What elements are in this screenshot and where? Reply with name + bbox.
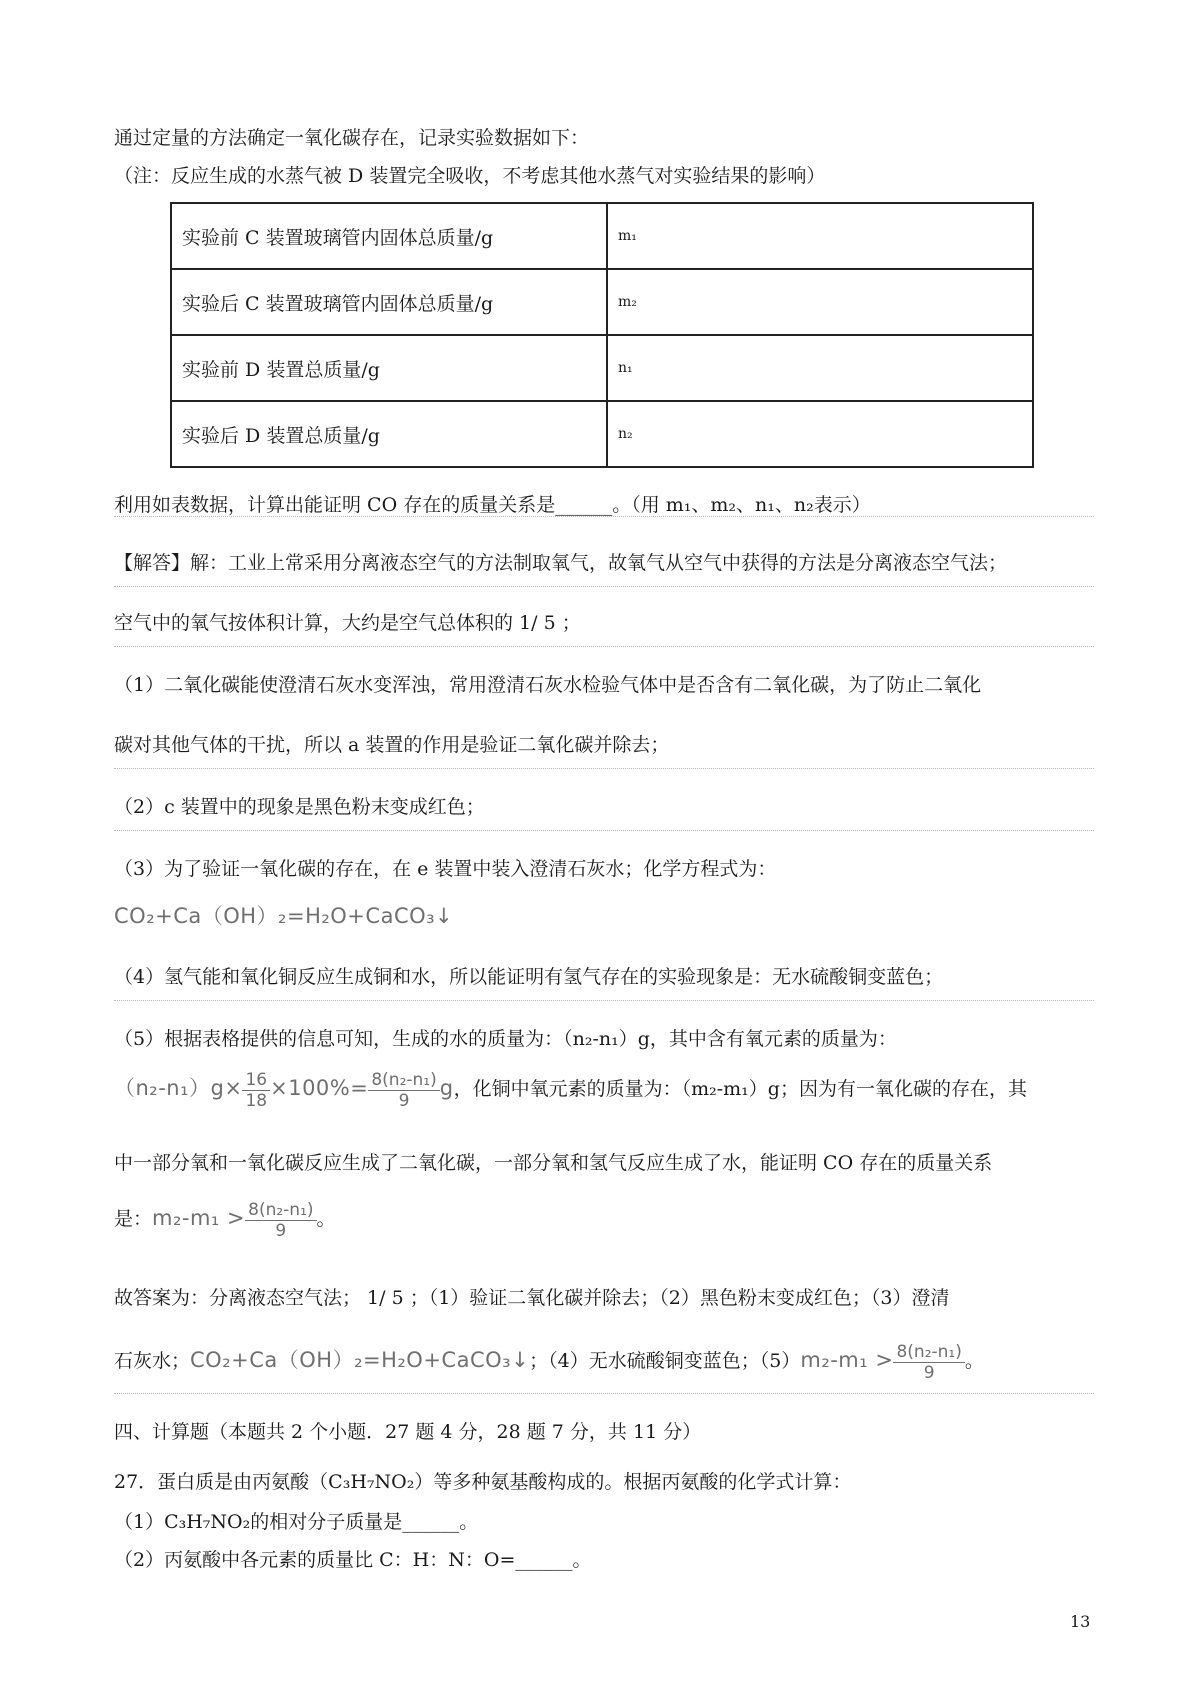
fraction-denominator: 9 (275, 1220, 287, 1241)
answer-paragraph: 碳对其他气体的干扰，所以 a 装置的作用是验证二氧化碳并除去； (114, 734, 670, 756)
question-27: 27．蛋白质是由丙氨酸（C₃H₇NO₂）等多种氨基酸构成的。根据丙氨酸的化学式计算： (114, 1471, 852, 1493)
table-cell-value: n₁ (607, 335, 1033, 401)
oxygen-mass-formula-line (114, 1063, 1027, 1114)
dotted-divider (114, 1393, 1094, 1394)
table-cell-label: 实验后 D 装置总质量/g (171, 401, 607, 467)
table-row (171, 401, 1033, 467)
answer-paragraph: 空气中的氧气按体积计算，大约是空气总体积的 1/ 5 ； (114, 612, 581, 634)
table-cell-value: m₂ (607, 269, 1033, 335)
question-27-part-2: （2）丙氨酸中各元素的质量比 C：H：N：O=______。 (114, 1549, 592, 1571)
answer-text: ；（4）无水硫酸铜变蓝色；（5） (529, 1350, 801, 1372)
table-cell-value: m₁ (607, 203, 1033, 269)
chemical-equation: CO₂+Ca（OH）₂=H₂O+CaCO₃↓ (114, 904, 454, 928)
question-27-part-1: （1）C₃H₇NO₂的相对分子质量是______。 (114, 1511, 479, 1533)
dotted-divider (114, 768, 1094, 769)
table-cell-value: n₂ (607, 401, 1033, 467)
dotted-divider (114, 830, 1094, 831)
answer-paragraph: 中一部分氧和一氧化碳反应生成了二氧化碳，一部分氧和氢气反应生成了水，能证明 CO 存在的质量关系 (114, 1152, 993, 1174)
fraction-numerator: 16 (242, 1070, 270, 1091)
section-heading: 四、计算题（本题共 2 个小题．27 题 4 分，28 题 7 分，共 11 分） (114, 1421, 702, 1443)
chemical-equation: CO₂+Ca（OH）₂=H₂O+CaCO₃↓ (190, 1348, 530, 1372)
table-cell-label: 实验前 C 装置玻璃管内固体总质量/g (171, 203, 607, 269)
final-answer-line: 故答案为：分离液态空气法； 1/ 5 ；（1）验证二氧化碳并除去；（2）黑色粉末变成红色；（3）澄清 (114, 1287, 950, 1309)
note-line: （注：反应生成的水蒸气被 D 装置完全吸收，不考虑其他水蒸气对实验结果的影响） (114, 165, 826, 187)
answer-text: 。 (316, 1208, 336, 1230)
fraction-denominator: 9 (923, 1362, 935, 1383)
answer-text: 。 (964, 1350, 984, 1372)
mass-relation-line (114, 1192, 336, 1245)
fraction-16-18 (242, 1070, 270, 1111)
question-line: 利用如表数据，计算出能证明 CO 存在的质量关系是______。（用 m₁、m₂、n₁、n₂表示） (114, 494, 871, 516)
dotted-divider (114, 1000, 1094, 1001)
fraction-numerator: 8(n₂-n₁) (893, 1342, 964, 1363)
fraction-denominator: 18 (245, 1090, 268, 1111)
relation-fraction (245, 1200, 316, 1241)
formula-unit: g (439, 1076, 454, 1100)
dotted-divider (114, 586, 1094, 587)
answer-paragraph: （2）c 装置中的现象是黑色粉末变成红色； (114, 796, 485, 818)
table-cell-label: 实验后 C 装置玻璃管内固体总质量/g (171, 269, 607, 335)
relation-left: m₂-m₁ > (152, 1206, 246, 1230)
answer-paragraph: （4）氢气能和氧化铜反应生成铜和水，所以能证明有氢气存在的实验现象是：无水硫酸铜变蓝色； (114, 966, 944, 988)
table-row (171, 203, 1033, 269)
table-row (171, 269, 1033, 335)
table-row (171, 335, 1033, 401)
relation-fraction (893, 1342, 964, 1383)
answer-paragraph: （3）为了验证一氧化碳的存在，在 e 装置中装入澄清石灰水；化学方程式为： (114, 858, 777, 880)
formula-mid: ×100%= (270, 1076, 369, 1100)
fraction-water-oxygen (368, 1070, 439, 1111)
answer-text: 是： (114, 1208, 153, 1230)
fraction-denominator: 9 (398, 1090, 410, 1111)
formula-left: （n₂-n₁）g× (114, 1076, 243, 1100)
dotted-divider (114, 646, 1094, 647)
fraction-numerator: 8(n₂-n₁) (368, 1070, 439, 1091)
fraction-numerator: 8(n₂-n₁) (245, 1200, 316, 1221)
answer-paragraph: （5）根据表格提供的信息可知，生成的水的质量为：（n₂-n₁）g，其中含有氧元素的质量为： (114, 1028, 897, 1050)
intro-line: 通过定量的方法确定一氧化碳存在，记录实验数据如下： (114, 127, 590, 149)
relation-left: m₂-m₁ > (800, 1348, 894, 1372)
final-answer-line-2 (114, 1334, 984, 1387)
answer-text: ，化铜中氧元素的质量为：（m₂-m₁）g；因为有一氧化碳的存在，其 (453, 1078, 1027, 1100)
answer-text: 石灰水； (114, 1350, 191, 1372)
answer-paragraph: 【解答】解：工业上常采用分离液态空气的方法制取氧气，故氧气从空气中获得的方法是分离液态空气法； (114, 552, 1008, 574)
answer-paragraph: （1）二氧化碳能使澄清石灰水变浑浊，常用澄清石灰水检验气体中是否含有二氧化碳，为了防止二氧化 (114, 674, 982, 696)
data-table (170, 202, 1034, 468)
table-cell-label: 实验前 D 装置总质量/g (171, 335, 607, 401)
page-number: 13 (1070, 1612, 1091, 1631)
dotted-divider (114, 516, 1094, 517)
